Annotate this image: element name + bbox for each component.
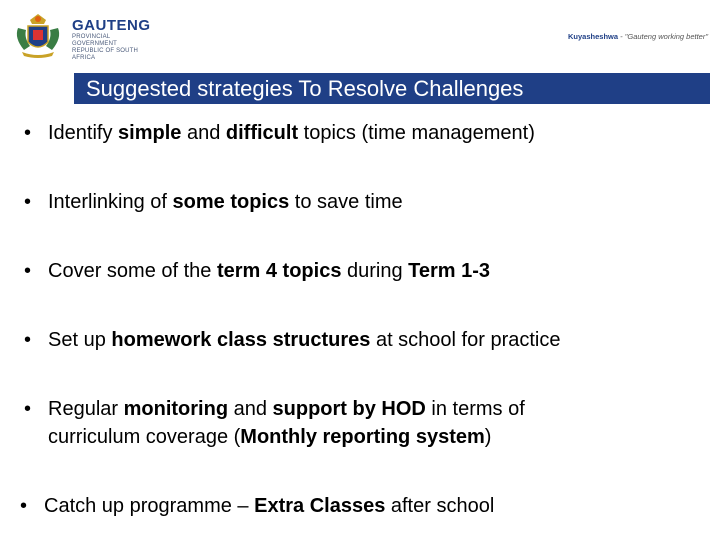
emphasis: difficult (225, 122, 299, 144)
emphasis: support by HOD (272, 398, 426, 420)
bullet-dot: • (24, 398, 32, 420)
emphasis: Extra Classes (254, 495, 386, 517)
bullet-dot: • (20, 495, 28, 517)
text: ) (484, 426, 492, 448)
text: Cover some of the (48, 260, 217, 282)
bullet-dot: • (24, 191, 32, 213)
text: in terms of (425, 398, 525, 420)
text: to save time (289, 191, 403, 213)
bullet-dot: • (24, 260, 32, 282)
title-bar (74, 73, 710, 104)
emphasis: Term 1-3 (408, 260, 491, 282)
logo-subtitle-2: REPUBLIC OF SOUTH AFRICA (72, 48, 139, 61)
logo-subtitle: PROVINCIAL GOVERNMENT (72, 34, 118, 47)
bullet-item (24, 257, 490, 285)
emphasis: term 4 topics (216, 260, 342, 282)
bullet-continuation (24, 423, 525, 451)
text: Identify (48, 122, 119, 144)
text: after school (385, 495, 495, 517)
text: and (181, 122, 226, 144)
text: Set up (48, 329, 112, 351)
bullet-dot: • (24, 329, 32, 351)
bullet-dot: • (24, 122, 32, 144)
text: at school for practice (370, 329, 561, 351)
emphasis: simple (118, 122, 182, 144)
logo-name: GAUTENG (72, 17, 151, 34)
coat-of-arms-icon (10, 10, 66, 58)
bullet-item (20, 492, 494, 520)
bullet-item (24, 188, 403, 216)
bullet-item (24, 119, 535, 147)
bullet-item (24, 326, 560, 354)
slogan-quote: - "Gauteng working better" (618, 32, 708, 41)
slogan (568, 32, 708, 41)
emphasis: homework class structures (111, 329, 371, 351)
slogan-lead: Kuyasheshwa (568, 32, 619, 41)
text: and (228, 398, 273, 420)
text: Catch up programme – (44, 495, 255, 517)
text: curriculum coverage ( (48, 426, 241, 448)
text: Regular (48, 398, 124, 420)
gauteng-logo (10, 10, 151, 61)
emphasis: some topics (172, 191, 290, 213)
header (0, 0, 720, 68)
slide-title: Suggested strategies To Resolve Challenges (86, 76, 524, 101)
text: during (341, 260, 409, 282)
emphasis: Monthly reporting system (240, 426, 485, 448)
text: Interlinking of (48, 191, 173, 213)
emphasis: monitoring (123, 398, 229, 420)
bullet-item (24, 395, 525, 451)
text: topics (time management) (298, 122, 535, 144)
